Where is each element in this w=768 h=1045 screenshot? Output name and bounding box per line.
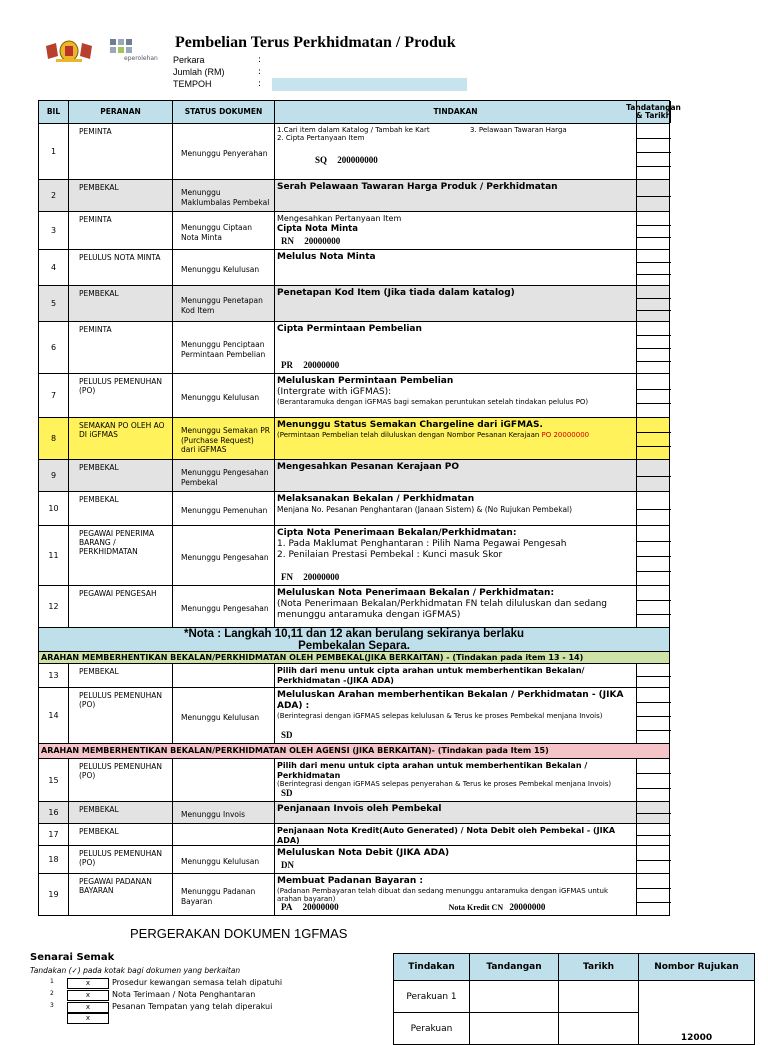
row-status (173, 759, 275, 801)
signature-line (637, 432, 671, 433)
senarai-instruction: Tandakan (✓) pada kotak bagi dokumen yang berkaitan (30, 966, 241, 975)
ref2-label: Nota Kredit CN (448, 903, 504, 912)
signature-line (637, 225, 671, 226)
approval-rujukan: 12000 (639, 981, 755, 1045)
row-number: 14 (39, 688, 69, 743)
row-status: Menunggu Ciptaan Nota Minta (173, 212, 275, 249)
row-tindakan (275, 180, 637, 211)
field-tempoh-label: TEMPOH (173, 79, 212, 89)
row-peranan: PEGAWAI PADANAN BAYARAN (69, 874, 173, 915)
row-status: Menunggu Kelulusan (173, 688, 275, 743)
tindakan-detail: Menjana No. Pesanan Penghantaran (Janaan Sistem) & (No Rujukan Pembekal) (277, 504, 573, 514)
approval-header-rujukan: Nombor Rujukan (639, 954, 755, 981)
signature-line (637, 788, 671, 789)
signature-cell[interactable] (637, 124, 671, 179)
signature-line (637, 614, 671, 615)
signature-line (637, 773, 671, 774)
row-number: 3 (39, 212, 69, 249)
checklist-item[interactable]: 1 x Prosedur kewangan semasa telah dipatuhi (50, 978, 283, 987)
signature-cell[interactable] (637, 374, 671, 417)
pergerakan-title: PERGERAKAN DOKUMEN 1GFMAS (130, 926, 348, 941)
row-status: Menunggu Semakan PR (Purchase Request) dari iGFMAS (173, 418, 275, 459)
row-tindakan (275, 250, 637, 285)
ref-label: PA (281, 902, 293, 912)
tindakan-main: 1.Cari item dalam Katalog / Tambah ke Kart (277, 126, 430, 134)
table-row (38, 492, 670, 526)
tindakan-main: Meluluskan Permintaan Pembelian (277, 376, 454, 386)
reference (281, 572, 339, 582)
row-peranan: PELULUS PEMENUHAN (PO) (69, 759, 173, 801)
signature-line (637, 676, 671, 677)
row-number: 9 (39, 460, 69, 491)
signature-cell[interactable] (637, 586, 671, 627)
header-tindakan: TINDAKAN (275, 101, 637, 123)
row-peranan: SEMAKAN PO OLEH AO DI iGFMAS (69, 418, 173, 459)
signature-cell[interactable] (637, 212, 671, 249)
tindakan-main: Menunggu Status Semakan Chargeline dari iGFMAS. (277, 420, 543, 430)
table-row (38, 802, 670, 824)
signature-line (637, 446, 671, 447)
tindakan-main: Penjanaan Nota Kredit(Auto Generated) / Nota Debit oleh Pembekal - (JIKA ADA) (277, 826, 616, 845)
signature-line (637, 813, 671, 814)
tindakan-detail: (Berintegrasi dengan iGFMAS selepas penyerahan & Terus ke proses Pembekal menjana Invois) (277, 780, 612, 789)
row-tindakan (275, 374, 637, 417)
ref2-number: 20000000 (507, 902, 546, 912)
checklist-item[interactable]: 2 x Nota Terimaan / Nota Penghantaran (50, 990, 256, 999)
tindakan-detail: 1. Pada Maklumat Penghantaran : Pilih Nama Pegawai Pengesah (277, 538, 567, 549)
tindakan-main: Membuat Padanan Bayaran : (277, 876, 424, 886)
row-tindakan (275, 688, 637, 743)
band-pembekal: ARAHAN MEMBERHENTIKAN BEKALAN/PERKHIDMATAN OLEH PEMBEKAL(JIKA BERKAITAN) - (Tindakan pada item 13 - 14) (38, 652, 670, 664)
row-status: Menunggu Pengesahan Pembekal (173, 460, 275, 491)
table-row (38, 286, 670, 322)
senarai-semak-title: Senarai Semak (30, 952, 115, 963)
table-row (38, 874, 670, 916)
row-status: Menunggu Pengesahan (173, 526, 275, 585)
ref-number: 20000000 (301, 360, 340, 370)
signature-line (637, 888, 671, 889)
row-tindakan (275, 286, 637, 321)
po-number: PO 20000000 (539, 430, 590, 439)
row-peranan: PEMINTA (69, 212, 173, 249)
row-status: Menunggu Invois (173, 802, 275, 823)
row-tindakan (275, 460, 637, 491)
checkbox[interactable]: x (67, 978, 109, 989)
row-number: 4 (39, 250, 69, 285)
approval-row-label: Perakuan (394, 1013, 470, 1045)
row-tindakan (275, 664, 637, 687)
table-row (38, 124, 670, 180)
signature-cell[interactable] (637, 460, 671, 491)
ref-label: PR (281, 360, 293, 370)
table-row (38, 374, 670, 418)
eperolehan-logo: eperolehan (110, 39, 170, 65)
header-peranan: PERANAN (69, 101, 173, 123)
reference (281, 902, 545, 912)
tindakan-extra: 3. Pelawaan Tawaran Harga (470, 126, 567, 134)
row-peranan: PELULUS NOTA MINTA (69, 250, 173, 285)
row-number: 5 (39, 286, 69, 321)
ref-label: SD (281, 788, 293, 798)
field-jumlah-label: Jumlah (RM) (173, 67, 225, 77)
approval-row-label: Perakuan 1 (394, 981, 470, 1013)
row-tindakan (275, 212, 637, 249)
tindakan-main: Melulus Nota Minta (277, 252, 376, 262)
signature-line (637, 571, 671, 572)
signature-line (637, 403, 671, 404)
tindakan-detail: 2. Penilaian Prestasi Pembekal : Kunci masuk Skor (277, 549, 503, 560)
row-number: 18 (39, 846, 69, 873)
approval-date-cell[interactable] (559, 1013, 639, 1045)
signature-cell[interactable] (637, 688, 671, 743)
tindakan-detail: (Berantaramuka dengan iGFMAS bagi semakan peruntukan setelah tindakan pelulus PO) (277, 397, 589, 406)
row-peranan: PELULUS PEMENUHAN (PO) (69, 688, 173, 743)
tindakan-main: Pilih dari menu untuk cipta arahan untuk memberhentikan Bekalan / Perkhidmatan (277, 761, 588, 780)
row-status (173, 824, 275, 845)
signature-line (637, 310, 671, 311)
row-number: 13 (39, 664, 69, 687)
ref-label: DN (281, 860, 294, 870)
table-row (38, 759, 670, 802)
signature-line (637, 152, 671, 153)
header-status: STATUS DOKUMEN (173, 101, 275, 123)
tindakan-extra: (Intergrate with iGFMAS): (277, 386, 392, 397)
signature-cell[interactable] (637, 418, 671, 459)
row-peranan: PELULUS PEMENUHAN (PO) (69, 846, 173, 873)
signature-line (637, 716, 671, 717)
approval-header-tarikh: Tarikh (559, 954, 639, 981)
signature-cell[interactable] (637, 250, 671, 285)
table-row (38, 322, 670, 374)
row-tindakan (275, 418, 637, 459)
reference (315, 155, 378, 165)
table-row (38, 526, 670, 586)
tindakan-main: Melaksanakan Bekalan / Perkhidmatan (277, 494, 475, 504)
signature-line (637, 389, 671, 390)
reference (281, 788, 293, 798)
page-title: Pembelian Terus Perkhidmatan / Produk (175, 34, 456, 51)
reference (281, 360, 339, 370)
row-number: 12 (39, 586, 69, 627)
tindakan-main: Serah Pelawaan Tawaran Harga Produk / Perkhidmatan (277, 182, 558, 192)
approval-signature-cell[interactable] (470, 981, 559, 1013)
signature-line (637, 166, 671, 167)
tindakan-main: Penetapan Kod Item (Jika tiada dalam katalog) (277, 288, 515, 298)
tindakan-main: Meluluskan Arahan memberhentikan Bekalan / Perkhidmatan - (JIKA ADA) : (277, 690, 624, 711)
tindakan-main: Meluluskan Nota Penerimaan Bekalan / Perkhidmatan: (277, 588, 555, 598)
ref-number: 20000000 (301, 572, 340, 582)
row-tindakan (275, 124, 637, 179)
row-tindakan (275, 586, 637, 627)
tindakan-main: Cipta Permintaan Pembelian (277, 324, 422, 334)
row-number: 17 (39, 824, 69, 845)
ref-number: 200000000 (335, 155, 378, 165)
row-status: Menunggu Penciptaan Permintaan Pembelian (173, 322, 275, 373)
signature-line (637, 138, 671, 139)
table-row (38, 586, 670, 628)
table-row (38, 824, 670, 846)
row-status: Menunggu Padanan Bayaran (173, 874, 275, 915)
signature-line (637, 476, 671, 477)
row-peranan: PEMBEKAL (69, 180, 173, 211)
band-agensi: ARAHAN MEMBERHENTIKAN BEKALAN/PERKHIDMATAN OLEH AGENSI (JIKA BERKAITAN)- (Tindakan pada Item 15) (38, 744, 670, 759)
row-number: 2 (39, 180, 69, 211)
table-row (38, 180, 670, 212)
row-status (173, 664, 275, 687)
checkbox[interactable]: x (67, 990, 109, 1001)
signature-line (637, 335, 671, 336)
approval-table (393, 953, 755, 1045)
reference (281, 236, 340, 246)
tindakan-detail: (Berintegrasi dengan iGFMAS selepas kelulusan & Terus ke proses Pembekal menjana Invois) (277, 711, 603, 720)
row-status: Menunggu Pemenuhan (173, 492, 275, 525)
approval-date-cell[interactable] (559, 981, 639, 1013)
row-status: Menunggu Kelulusan (173, 846, 275, 873)
row-status: Menunggu Kelulusan (173, 250, 275, 285)
row-number: 19 (39, 874, 69, 915)
ref-label: SD (281, 730, 293, 740)
signature-cell[interactable] (637, 322, 671, 373)
row-number: 11 (39, 526, 69, 585)
row-peranan: PEMINTA (69, 322, 173, 373)
row-peranan: PEMBEKAL (69, 802, 173, 823)
signature-line (637, 274, 671, 275)
tempoh-input[interactable] (272, 78, 467, 91)
ref-label: SQ (315, 155, 328, 165)
table-header-row (38, 100, 681, 124)
row-tindakan (275, 824, 637, 845)
tindakan-main: Mengesahkan Pertanyaan Item (277, 214, 402, 223)
row-tindakan (275, 526, 637, 585)
signature-cell[interactable] (637, 286, 671, 321)
signature-line (637, 348, 671, 349)
row-status: Menunggu Penyerahan (173, 124, 275, 179)
ref-number: 20000000 (300, 902, 339, 912)
header-bil: BIL (39, 101, 69, 123)
table-row (38, 688, 670, 744)
row-number: 7 (39, 374, 69, 417)
row-peranan: PEGAWAI PENERIMA BARANG / PERKHIDMATAN (69, 526, 173, 585)
signature-line (637, 600, 671, 601)
row-peranan: PEMBEKAL (69, 492, 173, 525)
tindakan-detail: Cipta Nota Minta (277, 223, 358, 234)
row-status: Menunggu Penetapan Kod Item (173, 286, 275, 321)
approval-header-tandangan: Tandangan (470, 954, 559, 981)
tindakan-detail: (Permintaan Pembelian telah diluluskan dengan Nombor Pesanan Kerajaan PO 20000000 (277, 430, 590, 439)
row-peranan: PEGAWAI PENGESAH (69, 586, 173, 627)
signature-cell[interactable] (637, 180, 671, 211)
tindakan-main: Pilih dari menu untuk cipta arahan untuk memberhentikan Bekalan/ Perkhidmatan -(JIKA ADA) (277, 666, 585, 685)
table-row (38, 418, 670, 460)
row-number: 10 (39, 492, 69, 525)
row-number: 15 (39, 759, 69, 801)
row-peranan: PEMINTA (69, 124, 173, 179)
signature-cell[interactable] (637, 759, 671, 801)
row-number: 1 (39, 124, 69, 179)
signature-cell[interactable] (637, 526, 671, 585)
jata-logo (42, 38, 96, 64)
header-tandatangan: Tandatangan & Tarikh (637, 101, 671, 123)
approval-header-tindakan: Tindakan (394, 954, 470, 981)
approval-signature-cell[interactable] (470, 1013, 559, 1045)
row-tindakan (275, 846, 637, 873)
signature-line (637, 361, 671, 362)
row-peranan: PEMBEKAL (69, 824, 173, 845)
row-number: 6 (39, 322, 69, 373)
checklist-item[interactable]: 3 x Pesanan Tempatan yang telah diperakui (50, 1002, 273, 1011)
signature-line (637, 556, 671, 557)
tindakan-main: Penjanaan Invois oleh Pembekal (277, 804, 442, 814)
ref-number: 20000000 (302, 236, 341, 246)
signature-cell[interactable] (637, 802, 671, 823)
row-peranan: PELULUS PEMENUHAN (PO) (69, 374, 173, 417)
row-number: 16 (39, 802, 69, 823)
signature-line (637, 702, 671, 703)
row-number: 8 (39, 418, 69, 459)
signature-line (637, 902, 671, 903)
reference (281, 730, 293, 740)
row-tindakan (275, 492, 637, 525)
tindakan-main: Meluluskan Nota Debit (JIKA ADA) (277, 848, 450, 858)
field-perkara-label: Perkara (173, 55, 205, 65)
row-status: Menunggu Maklumbalas Pembekal (173, 180, 275, 211)
row-peranan: PEMBEKAL (69, 286, 173, 321)
tindakan-detail: 2. Cipta Pertanyaan Item (277, 134, 365, 143)
reference (281, 860, 294, 870)
signature-line (637, 298, 671, 299)
tindakan-extra: (Padanan Pembayaran telah dibuat dan sedang menunggu antaramuka dengan iGFMAS untuk arahan bayaran) (277, 886, 608, 904)
signature-line (637, 262, 671, 263)
tindakan-detail: (Nota Penerimaan Bekalan/Perkhidmatan FN telah diluluskan dan sedang menunggu antaramuka dengan iGFMAS) (277, 598, 608, 620)
tindakan-main: Mengesahkan Pesanan Kerajaan PO (277, 462, 460, 472)
ref-label: FN (281, 572, 293, 582)
signature-cell[interactable] (637, 664, 671, 687)
row-peranan: PEMBEKAL (69, 664, 173, 687)
checklist-item[interactable] (50, 1013, 330, 1024)
signature-line (637, 860, 671, 861)
row-status: Menunggu Pengesahan (173, 586, 275, 627)
signature-line (637, 730, 671, 731)
row-tindakan (275, 802, 637, 823)
signature-cell[interactable] (637, 874, 671, 915)
signature-line (637, 196, 671, 197)
signature-line (637, 835, 671, 836)
table-row (38, 664, 670, 688)
ref-label: RN (281, 236, 294, 246)
signature-line (637, 541, 671, 542)
signature-line (637, 509, 671, 510)
table-row (38, 846, 670, 874)
row-peranan: PEMBEKAL (69, 460, 173, 491)
row-tindakan (275, 759, 637, 801)
row-tindakan (275, 874, 637, 915)
signature-cell[interactable] (637, 846, 671, 873)
row-tindakan (275, 322, 637, 373)
table-row (38, 460, 670, 492)
signature-cell[interactable] (637, 492, 671, 525)
nota-band: *Nota : Langkah 10,11 dan 12 akan berulang sekiranya berlaku Pembekalan Separa. (38, 628, 670, 652)
tindakan-main: Cipta Nota Penerimaan Bekalan/Perkhidmatan: (277, 528, 517, 538)
checkbox[interactable]: x (67, 1013, 109, 1024)
signature-cell[interactable] (637, 824, 671, 845)
table-row (38, 250, 670, 286)
signature-line (637, 237, 671, 238)
checkbox[interactable]: x (67, 1002, 109, 1013)
table-row (38, 212, 670, 250)
row-status: Menunggu Kelulusan (173, 374, 275, 417)
